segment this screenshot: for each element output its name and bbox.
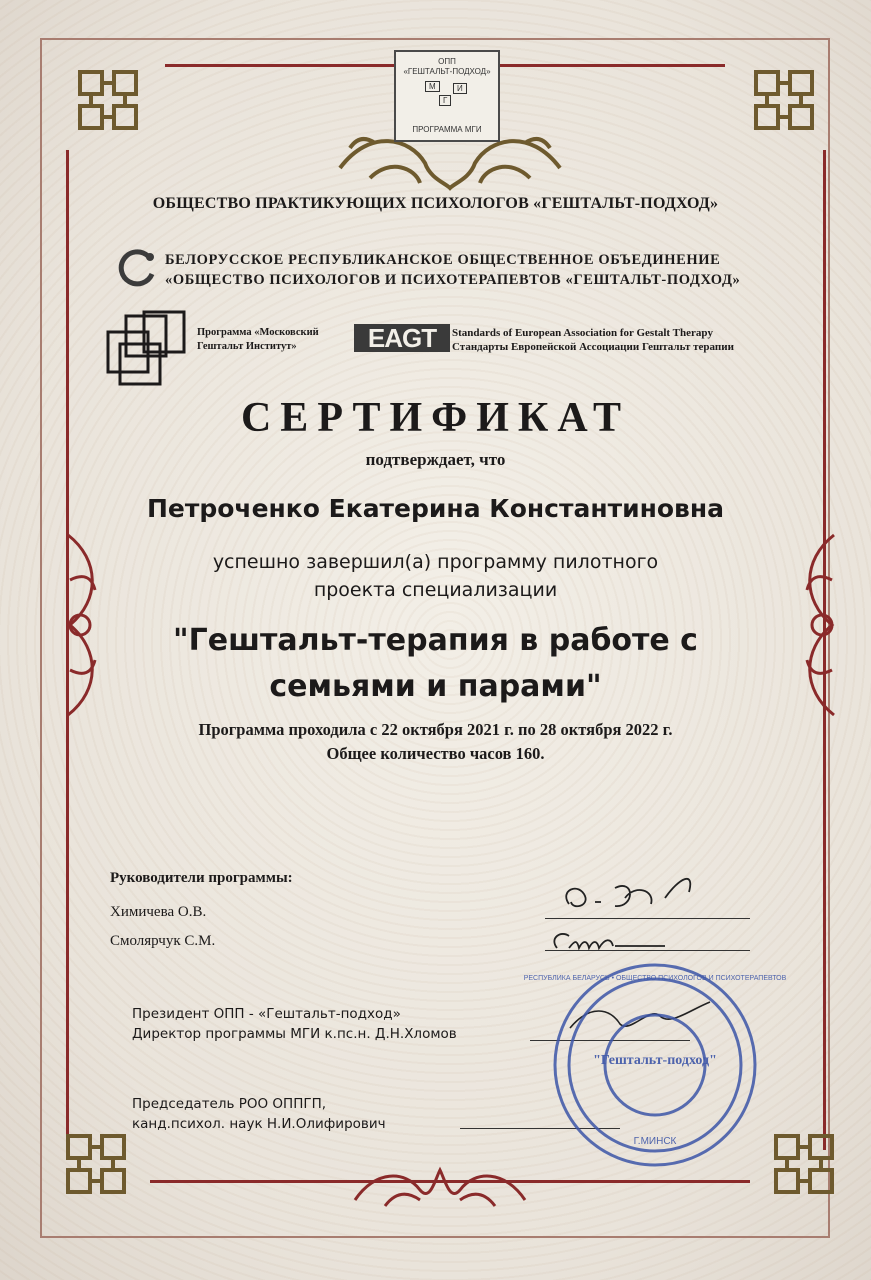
stamp-center-text: "Гештальт-подход" xyxy=(593,1053,717,1068)
president-line-2: Директор программы МГИ к.пс.н. Д.Н.Хломов xyxy=(132,1026,457,1042)
period-line-1: Программа проходила с 22 октября 2021 г. по 28 октября 2022 г. xyxy=(198,720,673,739)
badge-letter-g: Г xyxy=(439,95,451,106)
course-line-2: семьями и парами" xyxy=(269,669,602,704)
certificate-title: СЕРТИФИКАТ xyxy=(240,395,631,441)
eagt-line-1: Standards of European Association for Gestalt Therapy xyxy=(452,327,713,339)
eagt-logo-text: EAGT xyxy=(367,323,437,353)
period-line-2: Общее количество часов 160. xyxy=(326,744,545,763)
association-title xyxy=(165,250,740,290)
completion-text xyxy=(0,548,871,604)
completion-line-2: проекта специализации xyxy=(313,579,558,601)
course-title xyxy=(0,618,871,710)
badge-letter-i: И xyxy=(453,83,467,94)
gestalt-approach-logo xyxy=(110,248,164,288)
eagt-logo xyxy=(354,320,450,354)
eagt-standards-text xyxy=(452,326,734,354)
badge-line-2: «ГЕШТАЛЬТ-ПОДХОД» xyxy=(403,67,491,76)
corner-ornament-bottom-left xyxy=(60,1128,132,1200)
mgi-letter-blocks xyxy=(423,81,471,115)
leader-name-2: Смолярчук С.М. xyxy=(110,933,216,949)
badge-program: ПРОГРАММА МГИ xyxy=(412,125,482,134)
official-stamp xyxy=(523,950,787,1180)
leader-name-1: Химичева О.В. xyxy=(110,904,207,920)
mgi-program-line-2: Гештальт Институт» xyxy=(197,341,297,352)
leaders-heading: Руководители программы: xyxy=(110,870,293,886)
stamp-city-text: Г.МИНСК xyxy=(633,1136,677,1147)
president-signatory xyxy=(132,1004,457,1044)
mgi-program-text xyxy=(197,326,319,354)
corner-ornament-top-right xyxy=(748,64,820,136)
corner-ornament-bottom-right xyxy=(768,1128,840,1200)
signature-1 xyxy=(555,868,715,920)
mgi-program-badge xyxy=(394,50,500,142)
moscow-gestalt-institute-logo xyxy=(104,310,188,390)
course-line-1: "Гештальт-терапия в работе с xyxy=(173,623,698,658)
chair-signatory xyxy=(132,1094,386,1134)
chair-line-1: Председатель РОО ОППГП, xyxy=(132,1096,327,1112)
completion-line-1: успешно завершил(а) программу пилотного xyxy=(212,551,659,573)
corner-ornament-top-left xyxy=(72,64,144,136)
badge-line-1: ОПП xyxy=(438,57,456,66)
chair-line-2: канд.психол. наук Н.И.Олифирович xyxy=(132,1116,386,1132)
program-period xyxy=(0,718,871,766)
stamp-ring-text: РЕСПУБЛИКА БЕЛАРУСЬ • ОБЩЕСТВО ПСИХОЛОГОВ И ПСИХОТЕРАПЕВТОВ xyxy=(523,975,787,982)
top-border-right xyxy=(500,64,725,67)
association-line-1: БЕЛОРУССКОЕ РЕСПУБЛИКАНСКОЕ ОБЩЕСТВЕННОЕ ОБЪЕДИНЕНИЕ xyxy=(165,252,721,268)
bottom-ornament xyxy=(345,1150,535,1220)
recipient-name: Петроченко Екатерина Константиновна xyxy=(146,494,725,523)
top-border-left xyxy=(165,64,395,67)
society-title: ОБЩЕСТВО ПРАКТИКУЮЩИХ ПСИХОЛОГОВ «ГЕШТАЛЬТ-ПОДХОД» xyxy=(152,195,719,212)
badge-letter-m: М xyxy=(425,81,440,92)
mgi-program-line-1: Программа «Московский xyxy=(197,327,319,338)
association-line-2: «ОБЩЕСТВО ПСИХОЛОГОВ И ПСИХОТЕРАПЕВТОВ «ГЕШТАЛЬТ-ПОДХОД» xyxy=(165,272,741,288)
president-line-1: Президент ОПП - «Гештальт-подход» xyxy=(132,1006,401,1022)
confirms-text: подтверждает, что xyxy=(365,450,506,469)
eagt-line-2: Стандарты Европейской Ассоциации Гештальт терапии xyxy=(452,341,734,353)
